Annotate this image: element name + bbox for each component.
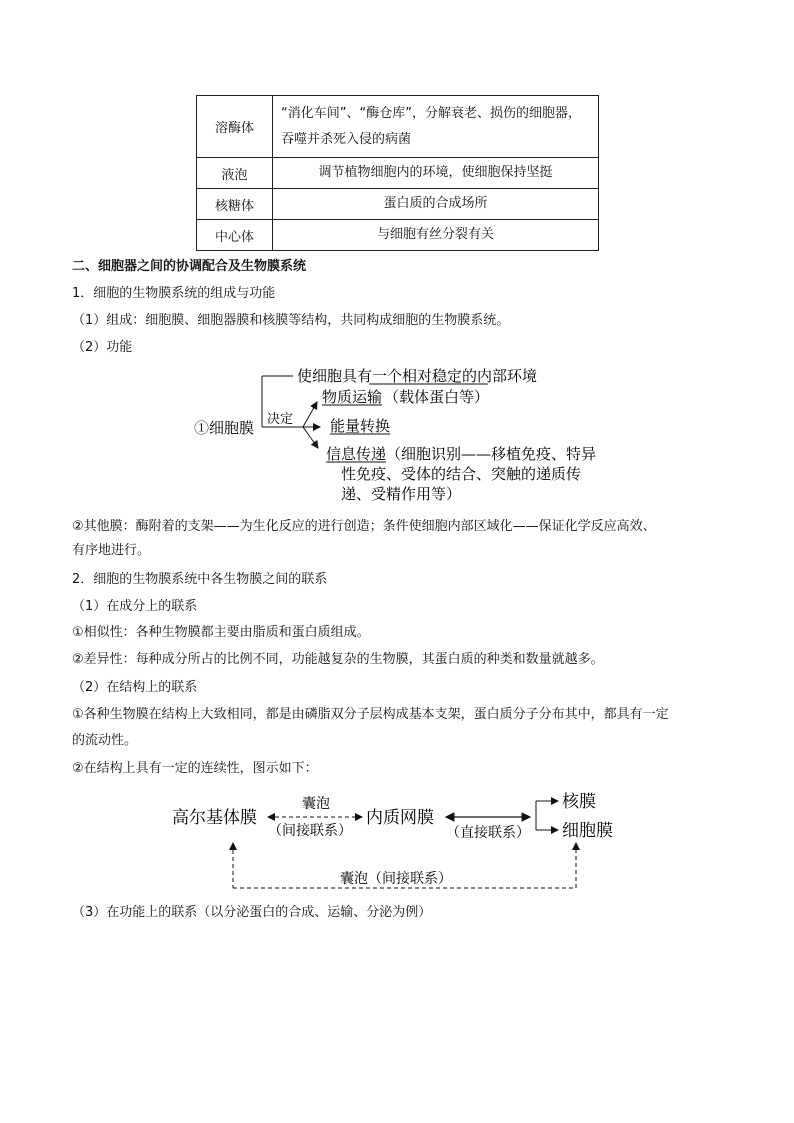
table-cell-name: 液泡 [197,158,273,189]
paragraph: （1）在成分上的联系 [72,599,198,614]
table-cell-name: 溶酶体 [197,96,273,158]
paragraph: 1．细胞的生物膜系统的组成与功能 [72,286,276,301]
section-title: 二、细胞器之间的协调配合及生物膜系统 [72,259,307,274]
direct-label: （直接联系） [446,825,530,841]
sub-key: 能量转换 [330,417,391,435]
membrane-function-diagram [0,362,794,512]
paragraph: （3）在功能上的联系（以分泌蛋白的合成、运输、分泌为例） [72,905,432,920]
table-row [197,158,599,189]
paragraph: （1）组成：细胞膜、细胞器膜和核膜等结构，共同构成细胞的生物膜系统。 [72,313,510,328]
sub-key: 信息传递 [326,445,387,463]
table-row [197,189,599,220]
er-label: 内质网膜 [366,808,434,828]
sub-key: 物质运输 [322,388,383,406]
table-row [197,96,599,158]
table-cell-desc: 调节植物细胞内的环境，使细胞保持坚挺 [273,158,599,189]
golgi-label: 高尔基体膜 [172,808,257,828]
cell-membrane-label: 细胞膜 [562,821,613,841]
paragraph: 有序地进行。 [72,543,151,558]
sub-note: （细胞识别——移植免疫、特异 [386,445,597,463]
paragraph: ①各种生物膜在结构上大致相同，都是由磷脂双分子层构成基本支架，蛋白质分子分布其中，都具有一定 [72,707,669,722]
sub-note: 递、受精作用等） [341,485,462,503]
paragraph: ②差异性：每种成分所占的比例不同，功能越复杂的生物膜，其蛋白质的种类和数量就越多。 [72,652,604,667]
bottom-label: 囊泡（间接联系） [340,871,452,887]
paragraph: 2．细胞的生物膜系统中各生物膜之间的联系 [72,572,328,587]
paragraph: （2）功能 [72,340,133,355]
desc-line: 吞噬并杀死入侵的病菌 [281,131,412,147]
paragraph: ②其他膜：酶附着的支架——为生化反应的进行创造；条件使细胞内部区域化——保证化学反应高效、 [72,519,656,534]
decide-label: 决定 [267,412,294,427]
table-cell-name: 核糖体 [197,189,273,220]
diagram-root-label: ①细胞膜 [194,419,255,437]
desc-line: “消化车间”、“酶仓库”，分解衰老、损伤的细胞器， [281,105,581,121]
indirect-label: （间接联系） [268,823,352,839]
paragraph: （2）在结构上的联系 [72,680,198,695]
table-cell-desc [273,96,599,158]
table-cell-name: 中心体 [197,220,273,251]
organelle-table [196,95,599,251]
arrow [303,427,318,448]
table-cell-desc: 蛋白质的合成场所 [273,189,599,220]
table-row [197,220,599,251]
table-cell-desc: 与细胞有丝分裂有关 [273,220,599,251]
paragraph: ②在结构上具有一定的连续性，图示如下： [72,761,318,776]
sub-note: （载体蛋白等） [384,388,490,406]
membrane-connection-diagram [0,785,794,895]
paragraph: 的流动性。 [72,733,138,748]
paragraph: ①相似性：各种生物膜都主要由脂质和蛋白质组成。 [72,625,370,640]
sub-note: 性免疫、受体的结合、突触的递质传 [341,465,582,483]
arrow [303,402,317,427]
vesicle-label: 囊泡 [302,796,330,812]
nuclear-label: 核膜 [562,792,596,812]
branch-text: 使细胞具有一个相对稳定的内部环境 [297,367,538,385]
